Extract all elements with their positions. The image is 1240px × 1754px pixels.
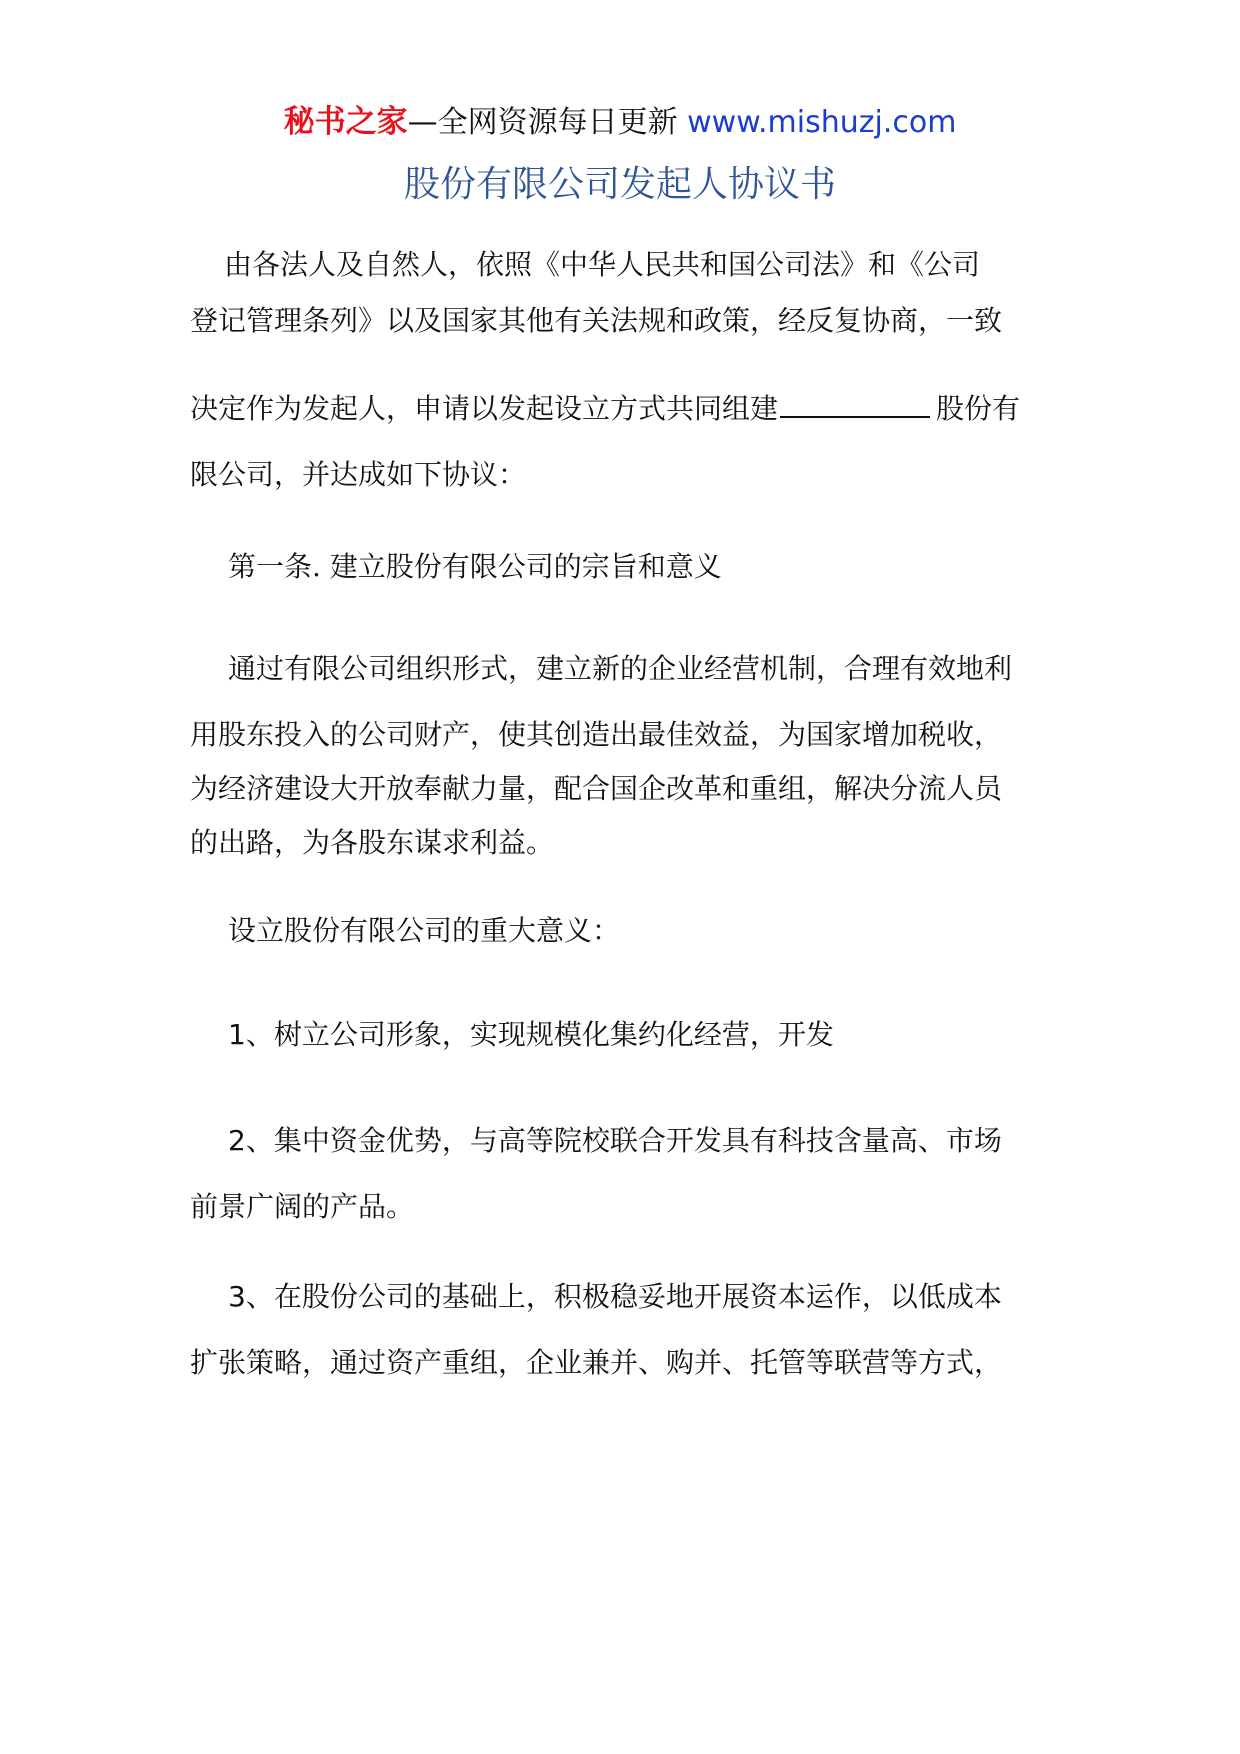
significance-heading: 设立股份有限公司的重大意义： [228,914,621,947]
article-1-para-line-1: 通过有限公司组织形式，建立新的企业经营机制，合理有效地利 [228,652,1013,685]
company-name-blank [780,390,930,418]
header-tagline: —全网资源每日更新 [407,105,678,140]
list-item-text: 、集中资金优势，与高等院校联合开发具有科技含量高、市场 [245,1124,1002,1157]
list-item-number: 1 [228,1018,246,1051]
list-item-3 [228,1278,1002,1316]
document-title: 股份有限公司发起人协议书 [403,164,836,205]
article-1-para-line-3: 为经济建设大开放奉献力量，配合国企改革和重组，解决分流人员 [190,772,1003,805]
preamble-line-3-before: 决定作为发起人，申请以发起设立方式共同组建 [190,392,779,425]
list-item-3-continued: 扩张策略，通过资产重组，企业兼并、购并、托管等联营等方式， [190,1346,1003,1379]
article-1-heading: 第一条. 建立股份有限公司的宗旨和意义 [228,550,722,583]
site-url-link[interactable]: www.mishuzj.com [687,105,957,140]
preamble-line-2: 登记管理条列》以及国家其他有关法规和政策，经反复协商，一致 [190,304,1003,337]
list-item-text: 、树立公司形象，实现规模化集约化经营，开发 [245,1018,834,1051]
list-item-text: 、在股份公司的基础上，积极稳妥地开展资本运作，以低成本 [245,1280,1002,1313]
list-item-2 [228,1122,1002,1160]
list-item-number: 2 [228,1124,246,1157]
list-item-2-continued: 前景广阔的产品。 [190,1190,415,1223]
brand-name: 秘书之家 [283,104,408,140]
list-item-1 [228,1016,834,1054]
site-header [0,102,1240,143]
article-1-para-line-4: 的出路，为各股东谋求利益。 [190,826,555,859]
preamble-line-3-after: 股份有 [936,392,1021,425]
preamble-line-4: 限公司，并达成如下协议： [190,458,527,491]
preamble-line-1: 由各法人及自然人，依照《中华人民共和国公司法》和《公司 [224,248,981,281]
list-item-number: 3 [228,1280,246,1313]
preamble-line-3 [190,390,1020,428]
article-1-para-line-2: 用股东投入的公司财产，使其创造出最佳效益，为国家增加税收， [190,718,1003,751]
